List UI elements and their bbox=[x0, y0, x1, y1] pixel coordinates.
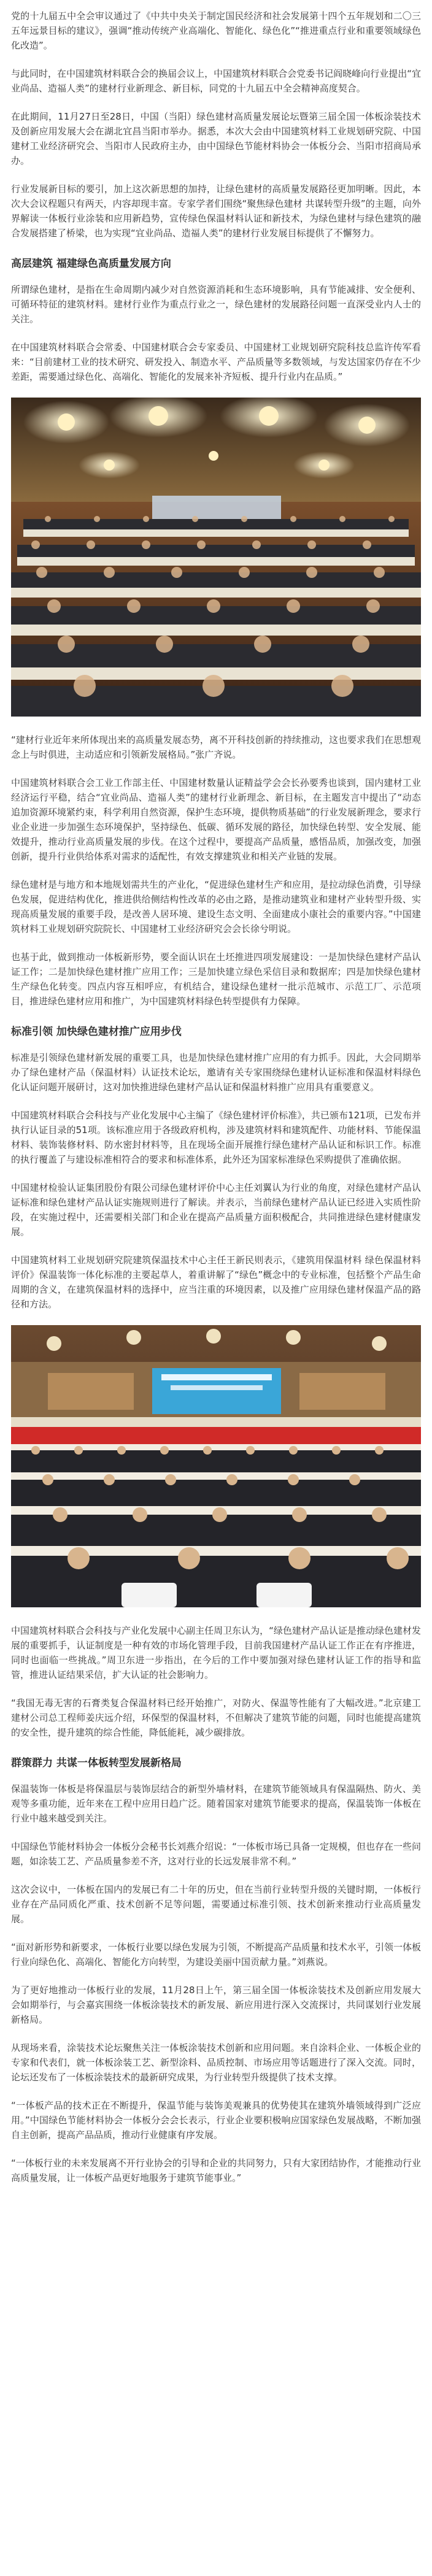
body-block-c bbox=[11, 1623, 421, 1740]
paragraph: 为了更好地推动一体板行业的发展，11月28日上午，第三届全国一体板涂装技术及创新应用发展大会如期举行，与会嘉宾围绕一体板涂装技术的新发展、新应用进行深入交流探讨，共同谋划行业发展新格局。 bbox=[11, 1985, 421, 2025]
paragraph: 这次会议中，一体板在国内的发展已有二十年的历史，但在当前行业转型升级的关键时期，一体板行业存在产品同质化严重、技术创新不足等问题，需要通过标准引领、技术创新来推动行业高质量发展。 bbox=[11, 1884, 421, 1924]
section-heading-2: 标准引领 加快绿色建材推广应用步伐 bbox=[11, 1026, 182, 1038]
paragraph: “面对新形势和新要求，一体板行业要以绿色发展为引领，不断提高产品质量和技术水平，引领一体板行业向绿色化、高端化、智能化方向转型，为建设美丽中国贡献力量。”刘燕说。 bbox=[11, 1942, 421, 1967]
conference-hall-photo bbox=[11, 398, 421, 717]
paragraph: 与此同时，在中国建筑材料联合会的换届会议上，中国建筑材料联合会党委书记阎晓峰向行业提出“宜业尚品、造福人类”的建材行业新理念、新目标，同党的十九届五中全会精神高度契合。 bbox=[11, 68, 421, 94]
paragraph: 行业发展新目标的要引，加上这次新思想的加持，让绿色建材的高质量发展路径更加明晰。因此，本次大会议程题只有两天，内容却现丰富。专家学者们围绕“聚焦绿色建材 共谋转型升级”的主题，向外界解读一体板行业涂装和应用新趋势，宣传绿色保温材料认证和新技术，为绿色建材与绿色建筑的融合发展搭建了桥梁，也为实现“宜业尚品、造福人类”的建材行业发展目标提供了不懈努力。 bbox=[11, 183, 421, 239]
section-3-body bbox=[11, 1782, 421, 2185]
paragraph: 党的十九届五中全会审议通过了《中共中央关于制定国民经济和社会发展第十四个五年规划和二〇三五年远景目标的建议》，强调“推动传统产业高端化、智能化、绿色化”“推进重点行业和重要领域绿色化改造”。 bbox=[11, 10, 421, 51]
paragraph: 中国绿色节能材料协会一体板分会秘书长刘燕介绍说：“一体板市场已具备一定规模，但也存在一些问题，如涂装工艺、产品质量参差不齐，这对行业的长远发展非常不利。” bbox=[11, 1841, 421, 1867]
section-heading-1: 高层建筑 福建绿色高质量发展方向 bbox=[11, 258, 171, 270]
paragraph: 从现场来看，涂装技术论坛聚焦关注一体板涂装技术创新和应用问题。来自涂料企业、一体板企业的专家和代表们，就一体板涂装工艺、新型涂料、品质控制、市场应用等话题进行了深入交流。同时，论坛还发布了一体板涂装技术的最新研究成果，为行业转型升级提供了技术支撑。 bbox=[11, 2042, 421, 2083]
paragraph: 中国建筑材料联合会科技与产业化发展中心主编了《绿色建材评价标准》，共已颁布121项，已发布并执行认证目录的51项。该标准应用于各级政府机构，涉及建筑材料和建筑配件、功能材料、节能保温材料、装饰装修材料、防水密封材料等，且在现场全面开展推行绿色建材产品认证和标识工作。标准的执行覆盖了与建设标准相符合的要求和标准体系，此外还为国家标准绿色采购提供了准确依据。 bbox=[11, 1110, 421, 1165]
section-1-body bbox=[11, 282, 421, 384]
intro-block bbox=[11, 9, 421, 240]
forum-stage-photo bbox=[11, 1325, 421, 1607]
paragraph: 在此期间，11月27日至28日，中国（当阳）绿色建材高质量发展论坛暨第三届全国一体板涂装技术及创新应用发展大会在湖北宜昌当阳市举办。据悉，本次大会由中国建筑材料工业规划研究院、中国建材工业经济研究会、当阳市人民政府主办，由中国绿色节能材料协会一体板分会、当阳市招商局承办。 bbox=[11, 111, 421, 166]
paragraph: 标准是引领绿色建材新发展的重要工具，也是加快绿色建材推广应用的有力抓手。因此，大会同期举办了绿色建材产品（保温材料）认证技术论坛，邀请有关专家围绕绿色建材认证标准和保温材料绿色化认证问题开展研讨，这对加快推进绿色建材产品认证和保温材料推广应用具有重要意义。 bbox=[11, 1052, 421, 1093]
paragraph: “建材行业近年来所体现出来的高质量发展态势，离不开科技创新的持续推动，这也要求我们在思想观念上与时俱进，主动适应和引领新发展格局。”张广齐说。 bbox=[11, 734, 421, 760]
paragraph: 绿色建材是与地方和本地规划需共生的产业化，“促进绿色建材生产和应用，是拉动绿色消费，引导绿色发展，促进结构优化，推进供给侧结构性改革的必由之路，是推动建筑业和建材产业转型升级、实现高质量发展的重要手段，是改善人居环境、建设生态文明、全面建成小康社会的重要内容。”中国建筑材料工业规划研究院院长、中国建材工业经济研究会会长徐兮明说。 bbox=[11, 879, 421, 934]
paragraph: “一体板行业的未来发展离不开行业协会的引导和企业的共同努力，只有大家团结协作，才能推动行业高质量发展，让一体板产品更好地服务于建筑节能事业。” bbox=[11, 2158, 421, 2183]
paragraph: 保温装饰一体板是将保温层与装饰层结合的新型外墙材料，在建筑节能领域具有保温隔热、防火、美观等多重功能，近年来在工程中应用日趋广泛。随着国家对建筑节能要求的提高，保温装饰一体板在行业中越来越受到关注。 bbox=[11, 1783, 421, 1824]
paragraph: 中国建筑材料联合会工业工作部主任、中国建材数量认证精益学会会长孙要秀也谈到，国内建材工业经济运行平稳，结合“宜业尚品、造福人类”的建材行业新理念、新目标，在主题发言中提出了“动态追加资源环境紧约束，科学利用自然资源，保护生态环境，提供物质基础”的行业发展新理念，要求行业企业进一步加强生态环境保护，坚持绿色、低碳、循环发展的路径，加快绿色转型、安全发展、能效提升，推动行业高质量发展的步伐。在这个过程中，要提高产品质量，感悟品质，加强改变，加强创新，提升行业供给体系对需求的适配性，有效支撑建筑业和相关产业链的发展。 bbox=[11, 777, 421, 862]
paragraph: 在中国建筑材料联合会常委、中国建材联合会专家委员、中国建材工业规划研究院科技总监许传军看来：“目前建材工业的技术研究、研发投入、制造水平、产品质量等多数领域，与发达国家仍存在不少差距，需要通过绿色化、高端化、智能化的发展来补齐短板、提升行业内在品质。” bbox=[11, 342, 421, 382]
paragraph: 也基于此，做到推动一体板新形势，要全面认识在土坯推进四项发展建设：一是加快绿色建材产品认证工作；二是加快绿色建材推广应用工作；三是加快建立绿色采信目录和数据库；四是加快绿色建材生产绿色化转变。四点内容互相呼应，有机结合，建设绿色建材一批示范城市、示范工厂、示范项目，推进绿色建材应用和推广，为中国建筑材料绿色转型提供有力保障。 bbox=[11, 952, 421, 1007]
body-block-b bbox=[11, 732, 421, 1009]
paragraph: 中国建筑材料工业规划研究院建筑保温技术中心主任王新民则表示，《建筑用保温材料 绿色保温材料评价》保温装饰一体化标准的主要起草人，着重讲解了“绿色”概念中的专业标准，包括整个产品生命周期的含义，在建筑保温材料的选择中，应当注重的环境因素，以及推广应用绿色建材保温产品的路径和方法。 bbox=[11, 1255, 421, 1310]
paragraph: 中国建筑材料联合会科技与产业化发展中心副主任周卫东认为，“绿色建材产品认证是推动绿色建材发展的重要抓手，认证制度是一种有效的市场化管理手段，目前我国建材产品认证工作正在有序推进，同时也面临一些挑战。”周卫东进一步指出，在今后的工作中要加强对绿色建材认证工作的指导和监管，推进认证结果采信，扩大认证的社会影响力。 bbox=[11, 1625, 421, 1680]
paragraph: “我国无毒无害的石膏类复合保温材料已经开始推广，对防火、保温等性能有了大幅改进。”北京建工建材公司总工程师姜庆远介绍，环保型的保温材料，不但解决了建筑节能的问题，同时也能提高建筑的安全性，提升建筑的综合性能，降低能耗，减少碳排放。 bbox=[11, 1697, 421, 1738]
section-heading-3: 群策群力 共谋一体板转型发展新格局 bbox=[11, 1757, 182, 1769]
paragraph: 中国建材检验认证集团股份有限公司绿色建材评价中心主任刘翼认为行业的角度，对绿色建材产品认证标准和绿色建材产品认证实施规则进行了解读。并表示，当前绿色建材产品认证已经进入实质性阶段，在实施过程中，还需要相关部门和企业在提高产品质量方面积极配合，共同推进绿色建材健康发展。 bbox=[11, 1182, 421, 1237]
section-2-body bbox=[11, 1050, 421, 1312]
paragraph: “一体板产品的技术正在不断提升，保温节能与装饰美观兼具的优势使其在建筑外墙领域得到广泛应用。”中国绿色节能材料协会一体板分会会长表示，行业企业要积极响应国家绿色发展战略，不断加强自主创新，提高产品品质，推动行业健康有序发展。 bbox=[11, 2100, 421, 2140]
paragraph: 所谓绿色建材，是指在生命周期内减少对自然资源消耗和生态环境影响，具有节能减排、安全便利、可循环特征的建筑材料。建材行业作为重点行业之一，绿色建材的发展路径问题一直深受业内人士的关注。 bbox=[11, 284, 421, 325]
